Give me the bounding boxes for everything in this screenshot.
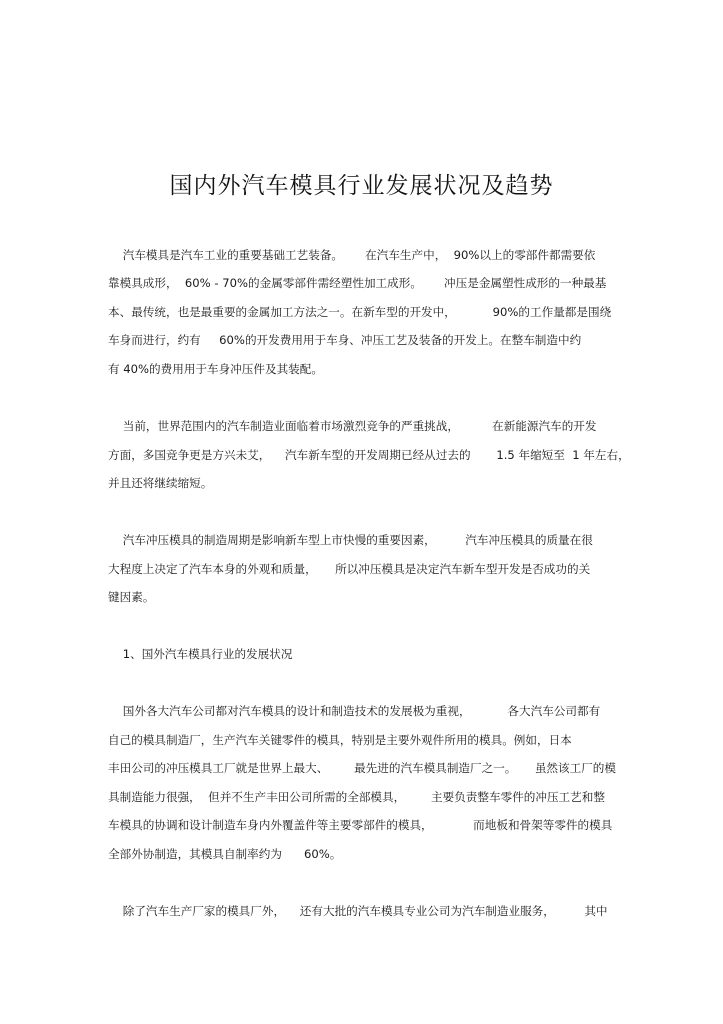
- paragraph-4-line-4: 具制造能力很强， 但并不生产丰田公司所需的全部模具， 主要负责整车零件的冲压工艺和整: [108, 790, 605, 804]
- paragraph-1-line-2: 靠模具成形， 60% - 70%的金属零部件需经塑性加工成形。 冲压是金属塑性成形的一种最基: [108, 276, 607, 290]
- paragraph-4-line-6: 全部外协制造，其模具自制率约为 60%。: [108, 847, 342, 861]
- paragraph-5-line-1: 除了汽车生产厂家的模具厂外， 还有大批的汽车模具专业公司为汽车制造业服务， 其中: [108, 904, 608, 918]
- paragraph-4-line-1: 国外各大汽车公司都对汽车模具的设计和制造技术的发展极为重视， 各大汽车公司都有: [108, 704, 601, 718]
- paragraph-3-line-1: 汽车冲压模具的制造周期是影响新车型上市快慢的重要因素， 汽车冲压模具的质量在很: [108, 533, 593, 547]
- paragraph-2-line-2: 方面，多国竞争更是方兴未艾， 汽车新车型的开发周期已经从过去的 1.5 年缩短至 1 年左右，: [108, 448, 630, 462]
- paragraph-3-line-2: 大程度上决定了汽车本身的外观和质量， 所以冲压模具是决定汽车新车型开发是否成功的关: [108, 562, 591, 576]
- paragraph-2-line-1: 当前，世界范围内的汽车制造业面临着市场激烈竞争的严重挑战， 在新能源汽车的开发: [108, 419, 597, 433]
- paragraph-2-line-3: 并且还将继续缩短。: [108, 476, 213, 490]
- paragraph-4-line-3: 丰田公司的冲压模具工厂就是世界上最大、 最先进的汽车模具制造厂之一。 虽然该工厂的模: [108, 761, 616, 775]
- paragraph-1-line-4: 车身而进行，约有 60%的开发费用用于车身、冲压工艺及装备的开发上。在整车制造中约: [108, 333, 582, 347]
- document-title: 国内外汽车模具行业发展状况及趋势: [169, 173, 554, 199]
- paragraph-1-line-3: 本、最传统，也是最重要的金属加工方法之一。在新车型的开发中， 90%的工作量都是围绕: [108, 305, 612, 319]
- paragraph-1-line-1: 汽车模具是汽车工业的重要基础工艺装备。 在汽车生产中， 90%以上的零部件都需要依: [108, 248, 596, 262]
- section-heading-1: 1、国外汽车模具行业的发展状况: [108, 647, 293, 661]
- paragraph-4-line-5: 车模具的协调和设计制造车身内外覆盖件等主要零部件的模具， 而地板和骨架等零件的模具: [108, 818, 613, 832]
- paragraph-1-line-5: 有 40%的费用用于车身冲压件及其装配。: [108, 362, 323, 376]
- paragraph-4-line-2: 自己的模具制造厂，生产汽车关键零件的模具，特别是主要外观件所用的模具。例如，日本: [108, 733, 572, 747]
- paragraph-3-line-3: 键因素。: [108, 590, 155, 604]
